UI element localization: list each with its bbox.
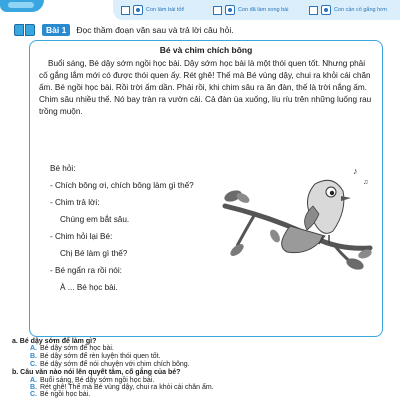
dialogue-line: Chị Bé làm gì thế?: [60, 249, 128, 258]
question-b: b. Câu văn nào nói lên quyết tâm, cố gắng của bé?: [12, 369, 181, 376]
dialogue-line: - Chích bông ơi, chích bông làm gì thế?: [50, 181, 194, 190]
svg-text:♪: ♪: [353, 166, 358, 176]
reading-passage: Buổi sáng, Bé dậy sớm ngồi học bài. Dậy sớm học bài là một thói quen tốt. Nhưng phải cố gắng lắm mới có được thói quen ấy. Rét ghê! Thế mà Bé vùng dậy, chui ra khỏi cái chăn ấm. Bé ngồi học bài. Rồi trời ấm dần. Phải rồi, khi chim sâu ra ăn đàn, thế là trời nắng ấm. Chim sâu nhiều thế. Nó bay tràn ra vườn cải. Cả đàn ùa xuống, líu ríu trên những luống rau trồng muộn.: [39, 59, 372, 116]
status-item-done[interactable]: Con đã làm xong bài: [213, 4, 288, 16]
option-a-A[interactable]: A. Bé dậy sớm để học bài.: [30, 345, 114, 352]
dialogue-line: Bé hỏi:: [50, 164, 76, 173]
reading-title: Bé và chim chích bông: [159, 45, 253, 55]
question-a: a. Bé dậy sớm để làm gì?: [12, 338, 97, 345]
option-b-C[interactable]: C. Bé ngồi học bài.: [30, 391, 91, 398]
dialogue-line: À ... Bé học bài.: [60, 283, 118, 292]
exercise-badge: Bài 1: [42, 24, 70, 36]
exercise-instruction: Đọc thầm đoạn văn sau và trả lời câu hỏi.: [76, 25, 234, 35]
option-a-B[interactable]: B. Bé dậy sớm để rèn luyện thói quen tốt.: [30, 353, 161, 360]
svg-text:♫: ♫: [363, 179, 369, 186]
status-item-try-harder[interactable]: Con cần cố gắng hơn: [309, 4, 387, 16]
dialogue-line: - Chim trả lời:: [50, 198, 100, 207]
dialogue-line: - Bé ngẩn ra rồi nói:: [50, 266, 122, 275]
dialogue-line: Chúng em bắt sâu.: [60, 215, 130, 224]
option-b-B[interactable]: B. Rét ghê! Thế mà Bé vùng dậy, chui ra khỏi cái chăn ấm.: [30, 384, 214, 391]
status-item-good[interactable]: Con làm bài tốt!: [121, 4, 185, 16]
dialogue-line: - Chim hỏi lại Bé:: [50, 232, 113, 241]
option-b-A[interactable]: A. Buổi sáng, Bé dậy sớm ngồi học bài.: [30, 377, 155, 384]
option-a-C[interactable]: C. Bé dậy sớm để nói chuyện với chim chích bông.: [30, 361, 190, 368]
